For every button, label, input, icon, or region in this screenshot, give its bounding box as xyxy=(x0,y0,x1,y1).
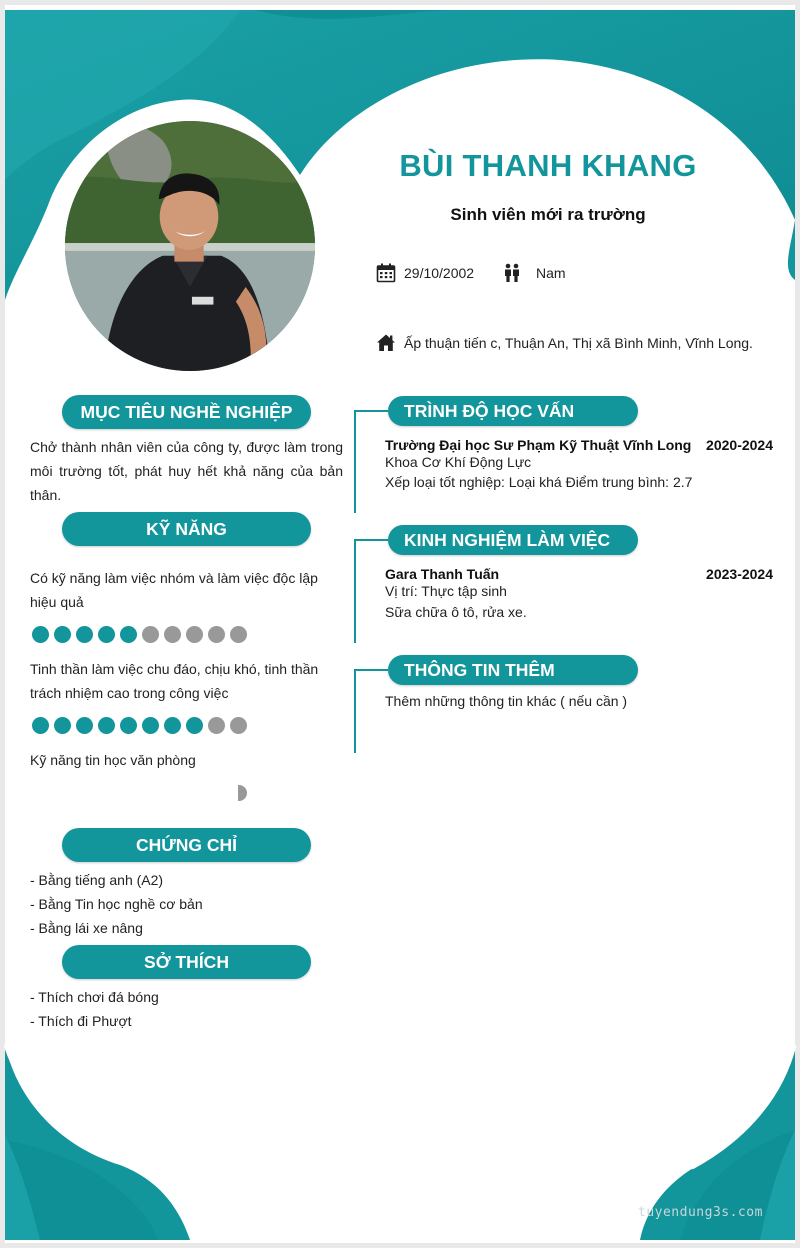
birthdate-row xyxy=(376,263,474,283)
education-heading: TRÌNH ĐỘ HỌC VẤN xyxy=(388,396,638,426)
timeline-line xyxy=(354,539,356,643)
birthdate-value: 29/10/2002 xyxy=(404,265,475,281)
rating-dot-empty xyxy=(208,626,225,643)
profile-photo xyxy=(62,118,318,374)
list-item: - Thích đi Phượt xyxy=(30,1013,132,1029)
skill-2-text: Tinh thần làm việc chu đáo, chịu khó, tinh thần trách nhiệm cao trong công việc xyxy=(30,661,319,701)
education-grade: Xếp loại tốt nghiệp: Loại khá Điểm trung bình: 2.7 xyxy=(385,474,693,490)
rating-dot-empty xyxy=(230,626,247,643)
experience-description: Sữa chữa ô tô, rửa xe. xyxy=(385,604,527,620)
candidate-role: Sinh viên mới ra trường xyxy=(450,205,646,224)
list-item: - Bằng tiếng anh (A2) xyxy=(30,872,164,888)
rating-dot-filled xyxy=(76,717,93,734)
experience-company: Gara Thanh Tuấn xyxy=(385,566,500,582)
skill-2-rating xyxy=(32,717,247,734)
list-item: - Bằng Tin học nghề cơ bản xyxy=(30,896,203,912)
experience-years: 2023-2024 xyxy=(706,566,773,582)
watermark: tuyendung3s.com xyxy=(638,1205,763,1220)
rating-dot-filled xyxy=(120,626,137,643)
calendar-icon xyxy=(376,263,396,283)
rating-dot-filled xyxy=(164,717,181,734)
list-item: - Bằng lái xe nâng xyxy=(30,920,143,936)
skill-1-text: Có kỹ năng làm việc nhóm và làm việc độc lập hiệu quả xyxy=(30,570,318,610)
rating-dot-filled xyxy=(54,626,71,643)
rating-dot-filled xyxy=(186,717,203,734)
certificates-heading: CHỨNG CHỈ xyxy=(62,828,311,862)
gender-value: Nam xyxy=(536,265,566,281)
experience-position: Vị trí: Thực tập sinh xyxy=(385,583,507,599)
timeline-connector xyxy=(354,669,388,671)
rating-dot-filled xyxy=(142,717,159,734)
rating-dot-filled xyxy=(98,626,115,643)
timeline-connector xyxy=(354,539,388,541)
rating-dot-empty xyxy=(230,717,247,734)
gender-row xyxy=(502,263,566,283)
rating-dot-filled xyxy=(32,626,49,643)
education-faculty: Khoa Cơ Khí Động Lực xyxy=(385,454,532,470)
skills-heading: KỸ NĂNG xyxy=(62,512,311,546)
extra-heading: THÔNG TIN THÊM xyxy=(388,655,638,685)
rating-dot-empty xyxy=(142,626,159,643)
hobbies-heading: SỞ THÍCH xyxy=(62,945,311,979)
rating-dot-empty xyxy=(208,717,225,734)
skill-3-text: Kỹ năng tin học văn phòng xyxy=(30,752,196,768)
education-years: 2020-2024 xyxy=(706,437,773,453)
certificates-list xyxy=(30,868,203,940)
rating-dot-empty xyxy=(186,626,203,643)
timeline-line xyxy=(354,669,356,753)
rating-dot-empty xyxy=(164,626,181,643)
address-row xyxy=(376,333,753,353)
experience-heading: KINH NGHIỆM LÀM VIỆC xyxy=(388,525,638,555)
education-school: Trường Đại học Sư Phạm Kỹ Thuật Vĩnh Long xyxy=(385,437,692,453)
objective-heading: MỤC TIÊU NGHỀ NGHIỆP xyxy=(62,395,311,429)
extra-text: Thêm những thông tin khác ( nếu cần ) xyxy=(385,693,628,709)
rating-dot-filled xyxy=(98,717,115,734)
home-icon xyxy=(376,333,396,353)
timeline-connector xyxy=(354,410,388,412)
skill-1-rating xyxy=(32,626,247,643)
timeline-line xyxy=(354,410,356,513)
rating-dot-filled xyxy=(76,626,93,643)
objective-text: Chở thành nhân viên của công ty, được làm trong môi trường tốt, phát huy hết khả năng của bản thân. xyxy=(30,439,343,503)
rating-dot-filled xyxy=(120,717,137,734)
address-value: Ấp thuận tiến c, Thuận An, Thị xã Bình Minh, Vĩnh Long. xyxy=(404,335,753,351)
hobbies-list xyxy=(30,985,159,1033)
rating-dot-filled xyxy=(54,717,71,734)
rating-dot-filled xyxy=(32,717,49,734)
candidate-name: BÙI THANH KHANG xyxy=(399,148,697,183)
list-item: - Thích chơi đá bóng xyxy=(30,989,159,1005)
people-icon xyxy=(502,263,522,283)
